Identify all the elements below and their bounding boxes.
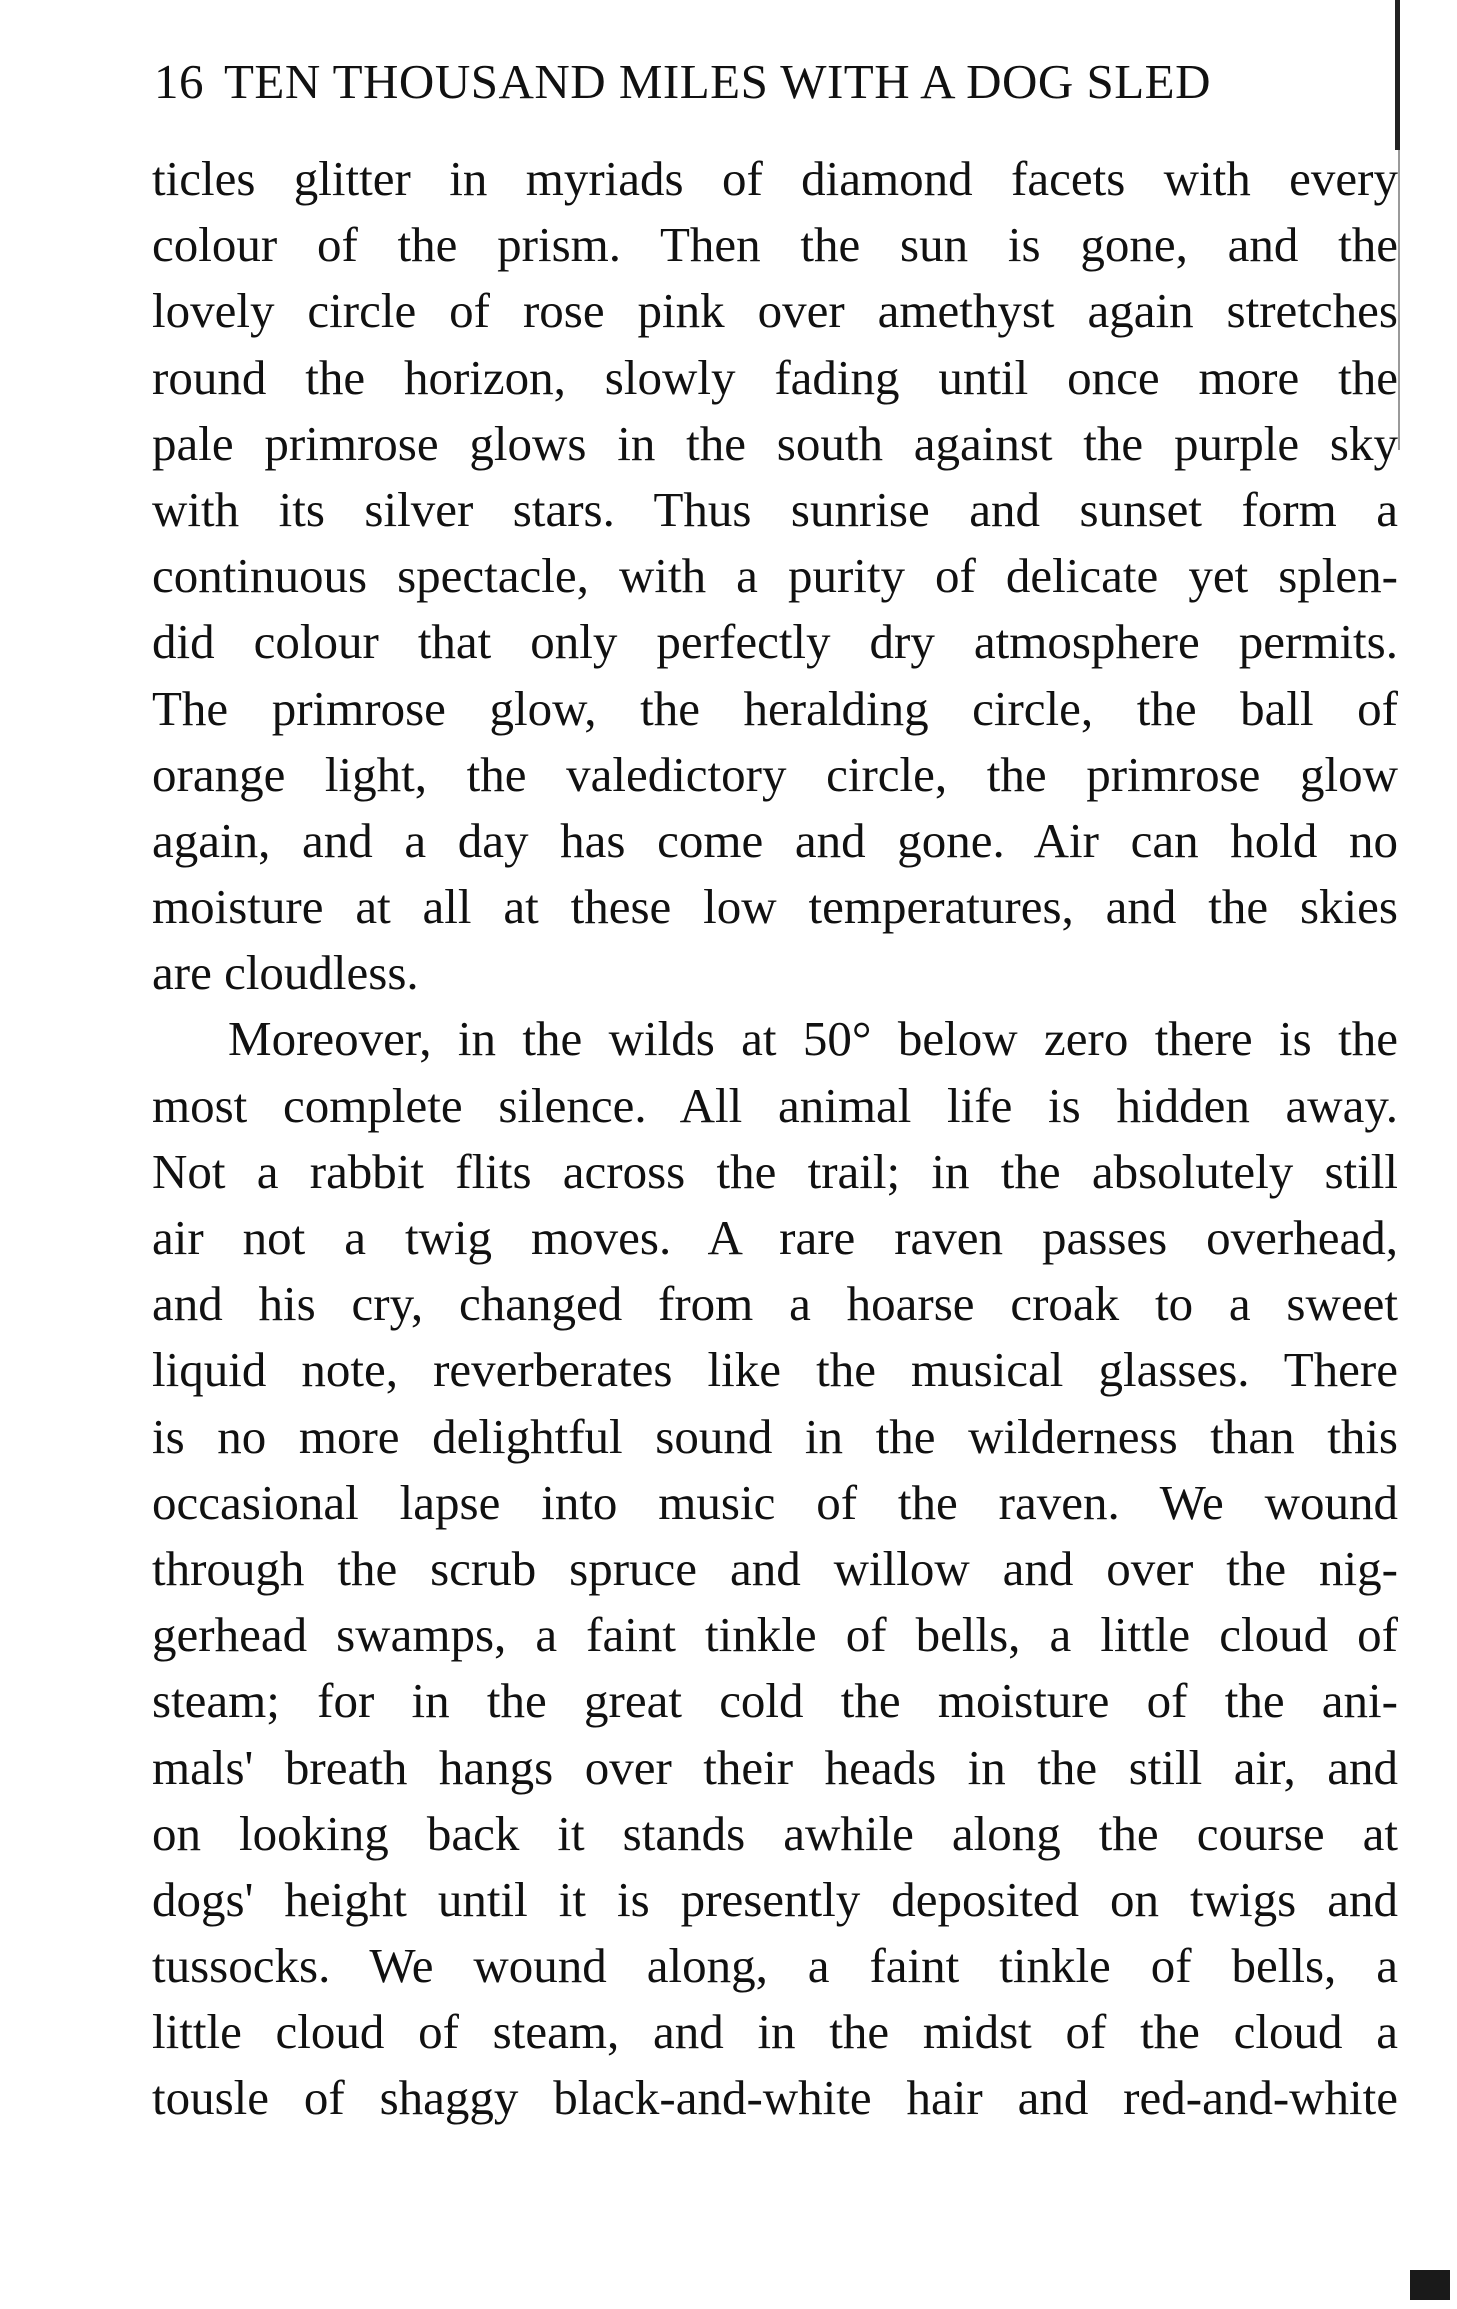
scan-corner-mark <box>1410 2270 1450 2300</box>
text-line: and his cry, changed from a hoarse croak to a sweet <box>152 1276 1398 1332</box>
text-line: through the scrub spruce and willow and over the nig- <box>152 1540 1398 1596</box>
text-line: is no more delightful sound in the wilderness than this <box>152 1408 1398 1464</box>
text-line: lovely circle of rose pink over amethyst again stretches <box>152 283 1398 339</box>
text-line: dogs' height until it is presently deposited on twigs and <box>152 1871 1398 1927</box>
text-line: steam; for in the great cold the moisture of the ani- <box>152 1673 1398 1729</box>
text-line: tussocks. We wound along, a faint tinkle of bells, a <box>152 1938 1398 1994</box>
text-line: Not a rabbit flits across the trail; in the absolutely still <box>152 1143 1398 1199</box>
text-line: Moreover, in the wilds at 50° below zero there is the <box>228 1011 1398 1067</box>
text-line: again, and a day has come and gone. Air can hold no <box>152 812 1398 868</box>
text-line: orange light, the valedictory circle, the primrose glow <box>152 746 1398 802</box>
text-line: round the horizon, slowly fading until once more the <box>152 349 1398 405</box>
text-line: did colour that only perfectly dry atmosphere permits. <box>152 614 1398 670</box>
body-text <box>152 146 1398 2132</box>
text-line: mals' breath hangs over their heads in the still air, and <box>152 1739 1398 1795</box>
running-title: TEN THOUSAND MILES WITH A DOG SLED <box>224 54 1211 109</box>
text-line: little cloud of steam, and in the midst of the cloud a <box>152 2004 1398 2060</box>
text-line: colour of the prism. Then the sun is gone, and the <box>152 217 1398 273</box>
page-edge-shadow-faint <box>1398 150 1400 450</box>
text-line: tousle of shaggy black-and-white hair and red-and-white <box>152 2070 1398 2126</box>
text-line: The primrose glow, the heralding circle, the ball of <box>152 680 1398 736</box>
text-line: continuous spectacle, with a purity of delicate yet splen- <box>152 548 1398 604</box>
text-line: ticles glitter in myriads of diamond facets with every <box>152 151 1398 206</box>
text-line: pale primrose glows in the south against the purple sky <box>152 415 1398 471</box>
text-line: air not a twig moves. A rare raven passes overhead, <box>152 1210 1398 1265</box>
page-number: 16 <box>154 54 204 109</box>
text-line: are cloudless. <box>152 945 419 1001</box>
text-line: moisture at all at these low temperatures, and the skies <box>152 879 1398 935</box>
text-line: gerhead swamps, a faint tinkle of bells, a little cloud of <box>152 1607 1398 1663</box>
text-line: liquid note, reverberates like the musical glasses. There <box>152 1342 1398 1398</box>
text-line: occasional lapse into music of the raven. We wound <box>152 1474 1398 1530</box>
text-line: with its silver stars. Thus sunrise and sunset form a <box>152 481 1398 537</box>
text-line: on looking back it stands awhile along the course at <box>152 1805 1398 1861</box>
running-header <box>154 52 1324 112</box>
page-edge-shadow <box>1395 0 1400 150</box>
text-line: most complete silence. All animal life is hidden away. <box>152 1077 1398 1133</box>
